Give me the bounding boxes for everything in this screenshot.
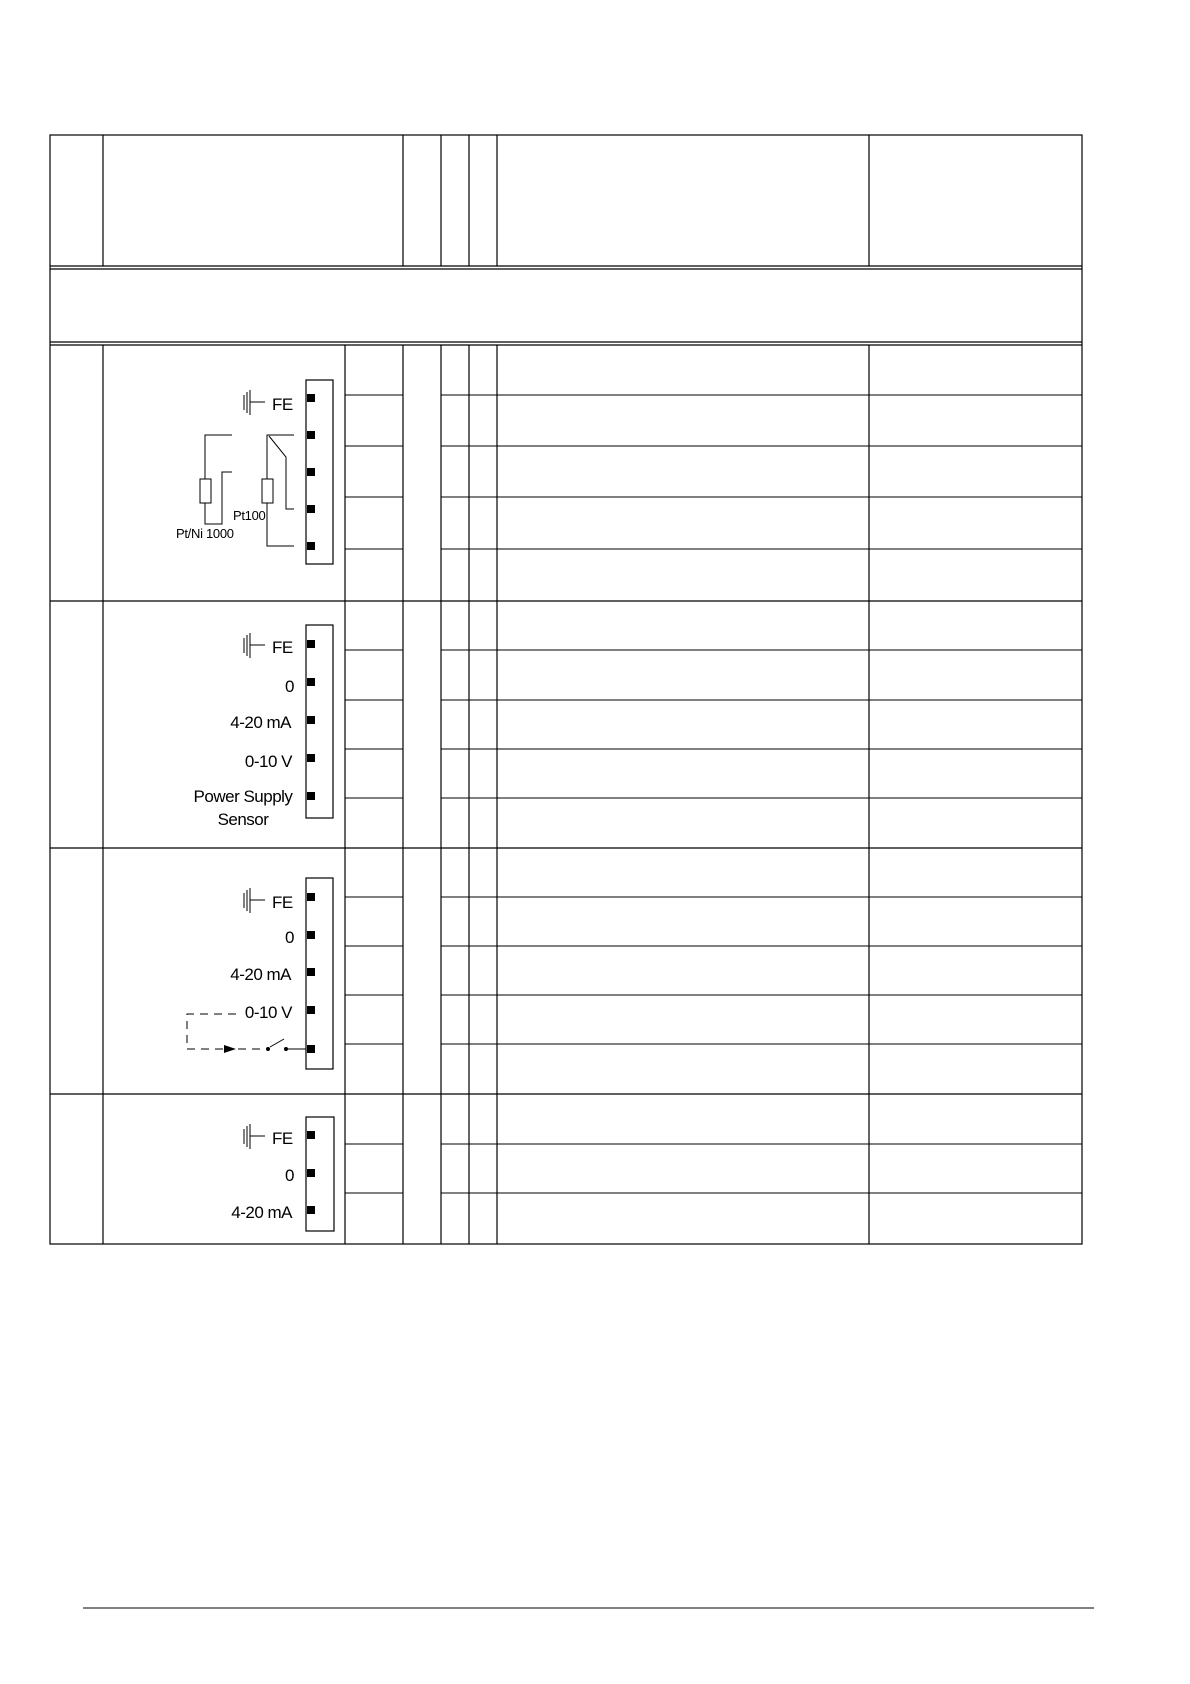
ground-icon [244, 1124, 265, 1149]
sub-rows [345, 395, 1082, 1193]
terminal-label-fe: FE [272, 893, 293, 912]
ground-icon [244, 390, 265, 415]
resistor-icon [262, 435, 294, 546]
terminal-pin [307, 1206, 315, 1214]
resistor-icon [200, 435, 232, 524]
terminal-label-0: 0 [285, 928, 294, 947]
terminal-pin [307, 678, 315, 686]
terminal-pin [307, 968, 315, 976]
terminal-pin [307, 640, 315, 648]
terminal-label-fe: FE [272, 638, 293, 657]
ground-icon [244, 633, 265, 658]
terminal-pin [307, 1169, 315, 1177]
terminal-label-fe: FE [272, 1129, 293, 1148]
header-columns [103, 135, 869, 266]
terminal-label-4-20ma: 4-20 mA [230, 713, 291, 732]
diagram-rtd [176, 380, 333, 564]
terminal-pin [307, 1045, 315, 1053]
terminal-pin [307, 468, 315, 476]
terminal-pin [307, 394, 315, 402]
terminal-pin [307, 716, 315, 724]
terminal-label-sensor: Sensor [217, 810, 269, 829]
ground-icon [244, 888, 265, 913]
terminal-pin [307, 431, 315, 439]
diagram-current-input [231, 1117, 334, 1231]
terminal-pin [307, 754, 315, 762]
sensor-label-pt100: Pt100 [233, 508, 266, 523]
terminal-label-4-20ma: 4-20 mA [230, 965, 291, 984]
terminal-label-4-20ma: 4-20 mA [231, 1203, 292, 1222]
terminal-label-power-supply: Power Supply [193, 787, 293, 806]
diagram-analog-switched [187, 878, 333, 1069]
terminal-pin [307, 1131, 315, 1139]
terminal-pin [307, 893, 315, 901]
group-separators [50, 601, 1082, 1094]
terminal-pin [307, 931, 315, 939]
terminal-pin [307, 505, 315, 513]
terminal-label-0-10v: 0-10 V [244, 1003, 292, 1022]
sensor-label-ptni1000: Pt/Ni 1000 [176, 526, 234, 541]
terminal-label-0: 0 [285, 1166, 294, 1185]
terminal-pin [307, 1006, 315, 1014]
terminal-label-0: 0 [285, 677, 294, 696]
terminal-pin [307, 792, 315, 800]
table-frame [50, 135, 1082, 1244]
terminal-label-0-10v: 0-10 V [244, 752, 292, 771]
diagram-analog-powered [194, 625, 333, 829]
terminal-label-fe: FE [272, 395, 293, 414]
terminal-pin [307, 542, 315, 550]
